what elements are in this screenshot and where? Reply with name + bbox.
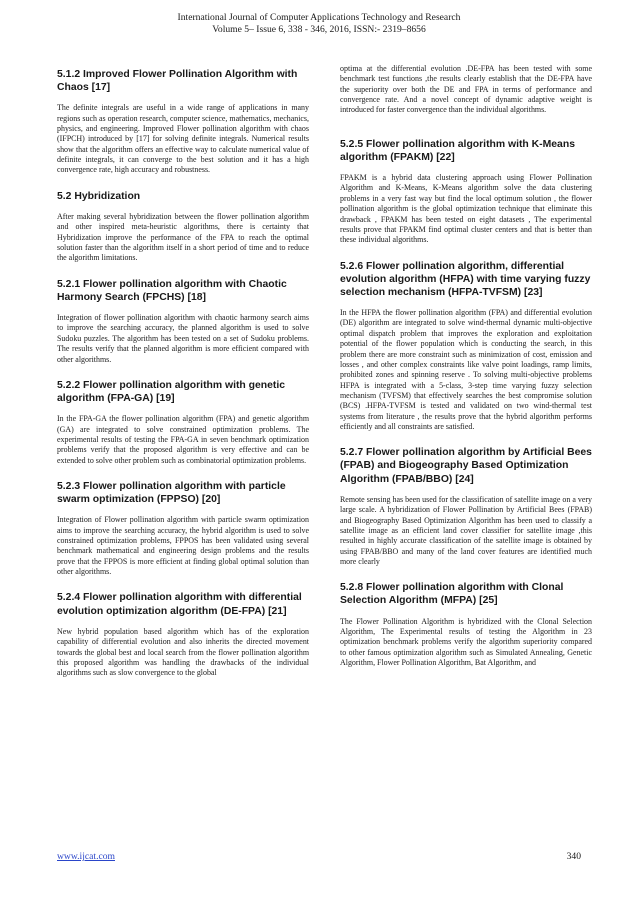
- section-paragraph: In the HFPA the flower pollination algorithm (FPA) and differential evolution (DE) algorithm are integrated to solve wind-thermal dynamic multi-objective optimal dispatch problem that improves the exploration and exploitation potential of the flower population which is conducting the search, in this problem there are more constraint such as minimization of cost, emission and losses , and other complex constraints like valve point loadings, ramp limits, prohibited zones and spinning reserve . To solving multi-objective problems HFPA is integrated with a 5-class, 3-step time varying fuzzy selection mechanism (TVFSM) that effectively searches the best compromise solution (BCS) .HFPA-TVFSM is tested and validated on two wind-thermal test systems from literature , the results prove that the hybrid algorithm performs efficiently and all constraints are satisfied.: [340, 308, 592, 431]
- section-paragraph: In the FPA-GA the flower pollination algorithm (FPA) and genetic algorithm (GA) are integrated to solve constrained optimization problems. The experimental results of testing the FPA-GA in seven benchmark optimization problems verify that the proposed algorithm is very effective and can be extended to solve other problem such as combinatorial optimization problems.: [57, 414, 309, 465]
- section-heading: 5.2.3 Flower pollination algorithm with particle swarm optimization (FPPSO) [20]: [57, 480, 286, 506]
- journal-title: International Journal of Computer Applications Technology and Research: [177, 12, 461, 23]
- section-heading: 5.2 Hybridization: [57, 190, 141, 202]
- section-paragraph: Remote sensing has been used for the classification of satellite image on a very large scale. A hybridization of Flower Pollination by Artificial Bees (FPAB) and Biogeography Based Optimization Algorithm has been used to classify a satellite image as an efficient land cover classifier for satellite image ,this resulted in highly accurate classification of the satellite image is obtained by using FPAB/BBO and many of the land cover features are identified much more clearly: [340, 494, 592, 566]
- page-footer: [57, 851, 581, 862]
- section-paragraph: New hybrid population based algorithm which has of the exploration capability of differential evolution and also inherits the directed movement towards the global best and local search from the flower pollination algorithm this proposed algorithm was handling the drawbacks of the individual algorithms such as slow convergence to the global: [57, 626, 309, 678]
- section-paragraph: Integration of Flower pollination algorithm with particle swarm optimization aims to improve the searching accuracy, the hybrid algorithm is used to solve constrained optimization problems, FPPOS has been validated using several benchmark mathematical and engineering design problems and the results prove that the FPPOS is more efficient at finding global optimal solution than other algorithms.: [57, 515, 309, 577]
- section-heading: 5.2.5 Flower pollination algorithm with K-Means algorithm (FPAKM) [22]: [340, 138, 575, 163]
- section-heading: 5.2.2 Flower pollination algorithm with genetic algorithm (FPA-GA) [19]: [57, 379, 286, 405]
- section-heading: 5.2.4 Flower pollination algorithm with differential evolution optimization algorithm (DE-FPA) [21]: [57, 592, 302, 617]
- section-paragraph: FPAKM is a hybrid data clustering approach using Flower Pollination Algorithm and K-Means, K-Means algorithm solve the data clustering problems in a very fast way but find the local optimum solution , the flower pollination algorithm is the global optimization technique that eliminate this drawback , FPAKM has been tested on eight datasets , The experimental results prove that FPAKM find optimal cluster centers and that is better than these individual algorithms.: [340, 173, 592, 245]
- right-column: [340, 64, 592, 682]
- journal-link[interactable]: www.ijcat.com: [57, 851, 115, 862]
- section-heading: 5.2.1 Flower pollination algorithm with Chaotic Harmony Search (FPCHS) [18]: [57, 278, 287, 303]
- page-number: 340: [566, 851, 581, 862]
- section-paragraph: After making several hybridization between the flower pollination algorithm and other inspired meta-heuristic algorithms, there is certainty that Hybridization improve the performance of the FPA to reach the optimal solution faster than the algorithm itself in a short period of time and to reduce the algorithm limitations.: [57, 212, 309, 263]
- section-heading: 5.1.2 Improved Flower Pollination Algorithm with Chaos [17]: [57, 69, 298, 94]
- section-heading: 5.2.6 Flower pollination algorithm, differential evolution algorithm (HFPA) with time varying fuzzy selection mechanism (HFPA-TVFSM) [23]: [340, 260, 591, 298]
- section-paragraph: optima at the differential evolution .DE-FPA has been tested with some benchmark test functions ,the results clearly establish that the DE-FPA have the superiority over both the DE and FPA in terms of performance and convergence rate. And a novel concept of dynamic adaptive weight is introduced for faster convergence than the individual algorithms.: [340, 64, 592, 115]
- left-column: [57, 68, 309, 693]
- section-heading: 5.2.7 Flower pollination algorithm by Artificial Bees (FPAB) and Biogeography Based Optimization Algorithm (FPAB/BBO) [24]: [340, 447, 592, 485]
- section-paragraph: Integration of flower pollination algorithm with chaotic harmony search aims to improve the searching accuracy, the planned algorithm is used to solve Sudoku puzzles. The algorithm has been tested on a set of Sudoku problems. The results verify that the planned algorithm is more efficient compared with other algorithms.: [57, 313, 309, 364]
- journal-volume: Volume 5– Issue 6, 338 - 346, 2016, ISSN:- 2319–8656: [212, 24, 426, 35]
- journal-header: [0, 12, 638, 36]
- section-paragraph: The Flower Pollination Algorithm is hybridized with the Clonal Selection Algorithm, The Experimental results of testing the Algorithm in 23 optimization benchmark problems verify the algorithm superiority compared to other famous optimization algorithm such as Simulated Annealing, Genetic Algorithm, Flower Pollination Algorithm, Bat Algorithm, and: [340, 616, 592, 668]
- section-heading: 5.2.8 Flower pollination algorithm with Clonal Selection Algorithm (MFPA) [25]: [340, 582, 564, 607]
- section-paragraph: The definite integrals are useful in a wide range of applications in many regions such as operation research, computer science, mathematics, mechanics, physics, and engineering. Improved Flower pollination algorithm with chaos (IFPCH) introduced by [17] for solving definite integrals. Numerical results show that the algorithm offers an effective way to calculate numerical value of definite integrals, it can converge to the best solution and it has a high convergence rate, high accuracy and robustness.: [57, 103, 309, 175]
